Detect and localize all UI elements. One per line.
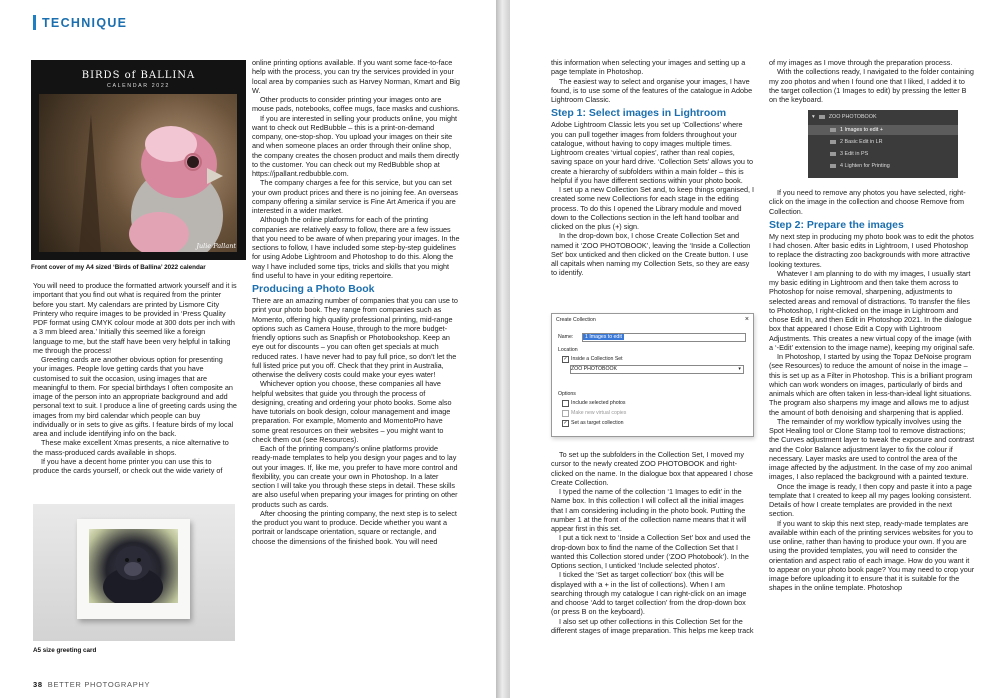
body-paragraph: I typed the name of the collection ‘1 Images to edit’ in the Name box. In this collection I will collect all the initial images that I am considering including in the photo book. Putting the number 1 at the front of the collection name means that it will appear first in this set. [551, 487, 747, 533]
right-column-1-top [551, 58, 755, 278]
body-paragraph: Whichever option you choose, these companies all have helpful websites that guide you through the process of designing, creating and ordering your photo books. Some also have tutorials on book design, colour management and image preparation. For example, Momento and MomentoPro have some great resources on their websites – you might want to check them out (see Resources). [252, 379, 452, 444]
gorilla-photo [89, 529, 178, 603]
collection-icon [830, 128, 836, 132]
location-label: Location [558, 347, 578, 353]
name-input[interactable] [582, 333, 746, 342]
body-paragraph: Although the online platforms for each of the printing companies are relatively easy to follow, there are a few issues that you need to be aware of when preparing your images. In the sections to follow, I have included some step-by-step guidelines for using Adobe Lightroom and Photoshop to do this. Along the way I have included some tips, tricks and skills that you might find useful to have in your editing repertoire. [252, 215, 460, 280]
body-paragraph: Once the image is ready, I then copy and paste it into a page template that I created to keep all my pages looking consistent. Details of how I create templates are provided in the next section. [769, 481, 972, 519]
page-number: 38 [33, 680, 43, 689]
left-column-1 [33, 281, 237, 475]
page-footer [33, 680, 150, 689]
collection-row[interactable] [808, 125, 958, 135]
include-selected-label: Include selected photos [571, 400, 626, 406]
body-paragraph: If you want to skip this next step, ready-made templates are available within each of the printing services websites for you to use online, rather than having to produce your own. If you are using the provided templates, you will need to consider the orientation and aspect ratio of each image. How do you want it to appear on your photo book page? You may need to crop your image before uploading it to ensure that it is suitable for the shapes in the online template. Photoshop [769, 518, 975, 593]
collection-row[interactable] [808, 149, 958, 159]
greeting-card-image [33, 504, 235, 641]
photographer-signature: Julie Pallant [196, 242, 236, 250]
dialog-title: Create Collection [556, 317, 596, 323]
body-paragraph: Each of the printing company’s online platforms provide ready-made templates to help you design your pages and to lay out your images. If, like me, you prefer to have more control and flexibility, you can create your own in Photoshop. In a later section I will take you through these steps in detail. These skills are also useful when preparing your images for printing on other products such as cards. [252, 444, 458, 509]
body-paragraph: You will need to produce the formatted artwork yourself and it is important that you find out what is required from the printer before you start. My calendars are printed by Lismore City Printery who require images to be provided in ‘Press Quality PDF format using CMYK colour mode at 300 dots per inch with a 3 mm bleed area.’ Initially this seemed like a foreign language to me, but the staff have been very helpful in talking me through the process! [33, 281, 237, 355]
card-body [77, 519, 190, 619]
target-collection-label: Set as target collection [571, 420, 624, 426]
body-paragraph: of my images as I move through the preparation process. [769, 58, 953, 67]
section-heading: Step 1: Select images in Lightroom [551, 107, 727, 120]
body-paragraph: The company charges a fee for this service, but you can set your own product prices and there is no joining fee. An overseas company offering a similar service is Fine Art America if you are interested in a wider market. [252, 178, 458, 215]
body-paragraph: this information when selecting your images and setting up a page template in Photoshop. [551, 58, 746, 77]
calendar-cover-image [31, 60, 246, 260]
body-paragraph: If you have a decent home printer you can use this to produce the cards yourself, or check out the wide variety of [33, 456, 223, 475]
spine-gutter [496, 0, 510, 698]
body-paragraph: To set up the subfolders in the Collection Set, I moved my cursor to the newly created ZOO PHOTOBOOK and right-clicked on the name. In the dialogue box that appeared I chose Create Collection. [551, 450, 753, 487]
body-paragraph: Whatever I am planning to do with my images, I usually start my basic editing in Lightroom and then take them across to Photoshop for noise removal, sharpening, adjustments to selected areas and removal of distractions. To transfer the files to Photoshop, I right-clicked on the image in Lightroom and chose Edit In, and then Edit in Photoshop 2021. In the dialogue box that appeared I chose Edit a Copy with Lightroom Adjustments. This creates a new virtual copy of the image (with a ‘-Edit’ extension to the image name), keeping my original safe. [769, 268, 975, 352]
calendar-title: BIRDS of BALLINA [81, 70, 196, 81]
galah-photo [39, 94, 237, 252]
body-paragraph: I set up a new Collection Set and, to keep things organised, I created some new Collections for each stage in the editing process. To do this I opened the Library module and moved down to the Collections section in the left hand toolbar and clicked on the plus (+) sign. [551, 185, 755, 231]
close-icon[interactable]: × [744, 316, 749, 323]
collection-row[interactable] [808, 137, 958, 147]
collection-set-select[interactable] [570, 365, 744, 374]
body-paragraph: These make excellent Xmas presents, a nice alternative to the mass-produced cards available in shops. [33, 438, 229, 457]
body-paragraph: In the drop-down box, I chose Create Collection Set and named it ‘ZOO PHOTOBOOK’, leaving the ‘Inside a Collection Set’ box unticked and then clicked on the Create button. I use all capitals when naming my Collection Sets, so they are easy to identify. [551, 231, 751, 278]
cover-caption: Front cover of my A4 sized ‘Birds of Ballina’ 2022 calendar [31, 264, 206, 271]
section-title: TECHNIQUE [42, 15, 128, 30]
virtual-copies-checkbox[interactable] [562, 410, 569, 417]
inside-set-label: Inside a Collection Set [571, 356, 623, 362]
calendar-subtitle: CALENDAR 2022 [107, 83, 170, 89]
collection-icon [830, 164, 836, 168]
body-paragraph: I put a tick next to ‘Inside a Collection Set’ box and used the drop-down box to find the name of the Collection Set that I wanted this Collection stored under (‘ZOO Photobook’). In the Options section, I unticked ‘Include selected photos’. [551, 533, 751, 570]
greeting-card-caption: A5 size greeting card [33, 647, 97, 654]
inside-set-checkbox[interactable]: ✓ [563, 356, 568, 362]
chevron-down-icon: ▾ [738, 366, 741, 372]
collection-name: 3 Edit in PS [840, 151, 869, 157]
section-heading: Producing a Photo Book [252, 283, 375, 295]
collection-icon [830, 140, 836, 144]
collection-set-value: ZOO PHOTOBOOK [571, 366, 618, 372]
collection-icon [830, 152, 836, 156]
body-paragraph: My next step in producing my photo book was to edit the photos I had chosen. After basic edits in Lightroom, I used Photoshop to replace the distracting zoo backgrounds with more attractive looking textures. [769, 231, 974, 269]
collection-row[interactable] [808, 161, 958, 171]
body-paragraph: I also set up other collections in this Collection Set for the different stages of image preparation. This helps me keep track [551, 616, 754, 635]
body-paragraph: After choosing the printing company, the next step is to select the product you want to produce. Decide whether you want a portrait or landscape orientation, square or rectangle, and choose the dimensions of the finished book. You will need [252, 508, 457, 546]
magazine-name: BETTER PHOTOGRAPHY [47, 680, 151, 689]
section-header [33, 15, 127, 30]
include-selected-checkbox[interactable] [562, 400, 569, 407]
body-paragraph: Other products to consider printing your images onto are mouse pads, notebooks, coffee mugs, face masks and cushions. [252, 95, 460, 114]
section-heading: Step 2: Prepare the images [769, 218, 904, 231]
body-paragraph: In Photoshop, I started by using the Topaz DeNoise program (see Resources) to reduce the amount of noise in the image – this is set up as a Filter in Photoshop. This is a brilliant program which can work wonders on images, particularly of birds and animals which are often taken in less-than-ideal light situations. The program also sharpens my image and allows me to adjust the amount of both denoising and sharpening that is applied. [769, 352, 973, 417]
gorilla-illustration [89, 529, 178, 603]
options-label: Options [558, 391, 576, 397]
body-paragraph: The easiest way to select and organise your images, I have found, is to use some of the features of the catalogue in Adobe Lightroom Classic. [551, 76, 753, 104]
target-collection-checkbox[interactable]: ✓ [563, 420, 568, 426]
body-paragraph: Adobe Lightroom Classic lets you set up ‘Collections’ where you can pull together images from folders throughout your catalogue, without having to copy images multiple times. Lightroom creates ‘virtual copies’, rather than real copies, saving space on your hard drive. ‘Collection Sets’ allows you to create a hierarchy of subfolders within a main folder – this is helpful if you have different sections within your photo book. [551, 120, 754, 185]
header-accent-bar [33, 15, 36, 30]
name-label: Name: [558, 334, 574, 340]
right-column-2-bottom [769, 188, 976, 593]
collection-set-name: ZOO PHOTOBOOK [828, 114, 877, 120]
right-column-1-bottom [551, 450, 755, 635]
right-page [510, 0, 1004, 698]
body-paragraph: Greeting cards are another obvious option for presenting your images. People love getting cards that you have customised to suit the occasion, using images that are meaningful to them. For special birthdays I often composite an image of the person into an appropriate background and add personal text to suit. I produce a line of greeting cards using the images from my bird calendar which people can buy individually or in sets to give as gifts. I feature birds of my local area and include identifying info on the back. [33, 355, 237, 438]
collection-set-row[interactable] [808, 112, 958, 122]
body-paragraph: With the collections ready, I navigated to the folder containing my zoo photos and when I found one that I liked, I added it to the target collection (1 Images to edit) by pressing the letter B on the keyboard. [769, 67, 974, 104]
virtual-copies-label: Make new virtual copies [571, 410, 627, 416]
collection-name: 1 Images to edit + [840, 127, 884, 133]
galah-illustration [39, 94, 237, 252]
body-paragraph: There are an amazing number of companies that you can use to print your photo book. They range from companies such as Momento, offering high quality professional printing, mid-range options such as Camera House, through to the more budget-friendly options such as Snapfish or Photobookshop. Keep an eye out for discounts – you can often get specials at much reduced rates. I have never had to pay full price, so don’t let the full listed price put you off. Check that they print in Australia, otherwise the delivery costs could make your eyes water! [252, 296, 458, 379]
collection-name: 2 Basic Edit in LR [840, 139, 883, 145]
create-collection-dialog [551, 313, 754, 437]
left-page [0, 0, 496, 698]
left-column-2 [252, 58, 460, 546]
name-input-value: 1 Images to edit [585, 334, 622, 340]
right-column-2-top [769, 58, 976, 104]
disclosure-triangle-icon: ▾ [812, 114, 815, 120]
lightroom-collections-panel [808, 110, 958, 178]
body-paragraph: I ticked the ‘Set as target collection’ box (this will be displayed with a + in the list of collections). When I am searching through my catalogue I can right-click on an image and choose ‘Add to target collection’ from the drop-down box (or press B on the keyboard). [551, 570, 747, 617]
body-paragraph: online printing options available. If you want some face-to-face help with the process, you can try the services provided in your local area by companies such as Harvey Norman, Kmart and Big W. [252, 58, 460, 95]
body-paragraph: If you need to remove any photos you have selected, right-click on the image in the collection and choose Remove from Collection. [769, 188, 966, 216]
body-paragraph: The remainder of my workflow typically involves using the Spot Healing tool or Clone Stamp tool to remove distractions; the Curves adjustment layer to tweak the exposure and contrast and the Color Balance adjustment layer to fix the colour if necessary. Layer masks are used to control the area of the image affected by the adjustment. In the case of my zoo animal images, I also replaced the background with a painted texture. [769, 416, 975, 482]
collection-set-icon [819, 115, 825, 119]
body-paragraph: If you are interested in selling your products online, you might want to check out RedBubble – this is a print-on-demand company, one-stop-shop. You upload your images on their site and when someone places an order through their online shop, the company creates the chosen product and mails them directly to the customer. You can check out my RedBubble shop at https://jpallant.redbubble.com. [252, 113, 460, 178]
collection-name: 4 Lighten for Printing [840, 163, 890, 169]
